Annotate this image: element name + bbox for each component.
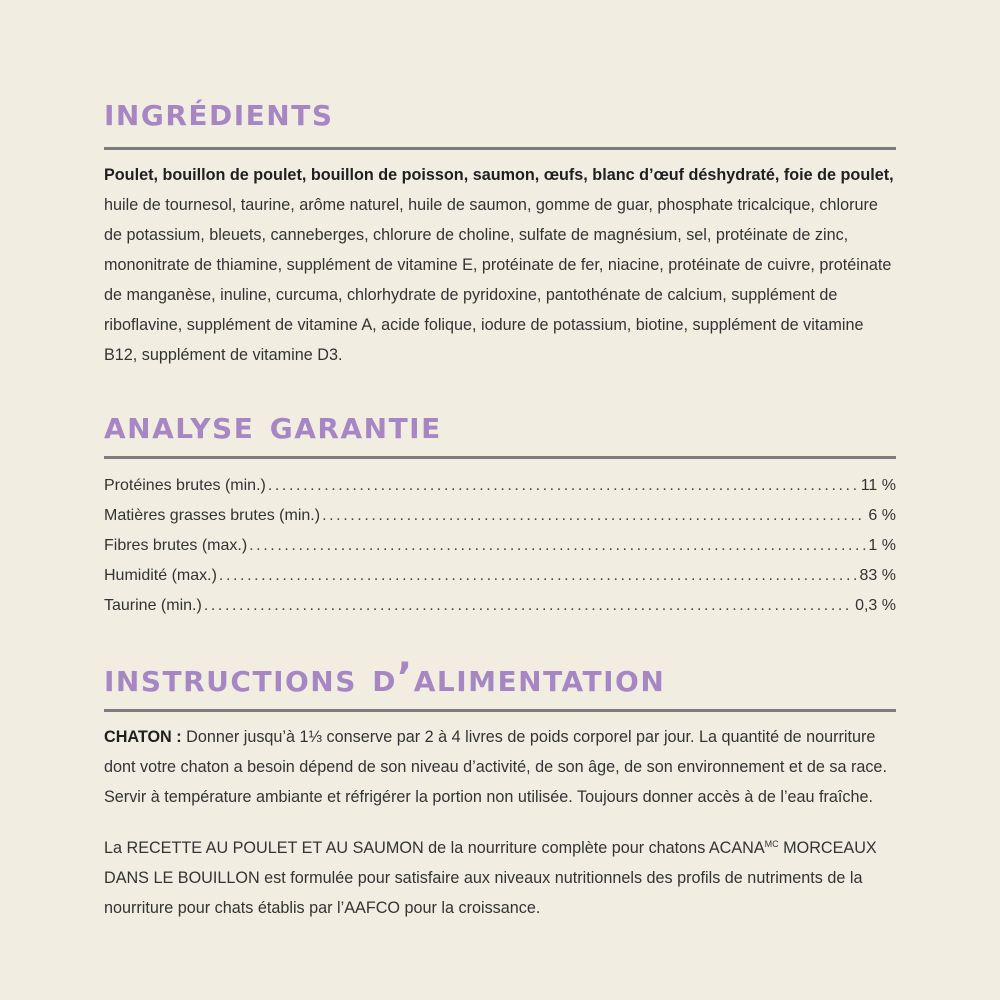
feeding-instructions bbox=[104, 722, 896, 923]
dot-leader bbox=[322, 501, 866, 531]
analysis-label: Taurine (min.) bbox=[104, 597, 202, 614]
kitten-text: Donner jusqu’à 1⅓ conserve par 2 à 4 livres de poids corporel par jour. La quantité de nourriture dont votre chaton a besoin dépend de son niveau d’activité, de son âge, de son environnement et de sa race. Servir à température ambiante et réfrigérer la portion non utilisée. Toujours donner accès à de l’eau fraîche. bbox=[104, 728, 887, 806]
analysis-row-fat bbox=[104, 501, 896, 531]
ingredients-divider bbox=[104, 147, 896, 150]
statement-part1: La RECETTE AU POULET ET AU SAUMON de la nourriture complète pour chatons ACANA bbox=[104, 839, 765, 857]
analysis-label: Protéines brutes (min.) bbox=[104, 477, 266, 494]
analysis-row-protein bbox=[104, 471, 896, 501]
analysis-value: 83 % bbox=[859, 567, 896, 584]
feeding-heading: instructions d’alimentation bbox=[104, 655, 666, 701]
analysis-row-moisture bbox=[104, 561, 896, 591]
analysis-table bbox=[104, 471, 896, 621]
kitten-label: CHATON : bbox=[104, 728, 182, 746]
feeding-divider bbox=[104, 709, 896, 712]
analysis-heading: analyse garantie bbox=[104, 402, 442, 448]
ingredients-list bbox=[104, 160, 896, 370]
analysis-value: 11 % bbox=[860, 477, 896, 494]
dot-leader bbox=[204, 591, 853, 621]
analysis-label: Matières grasses brutes (min.) bbox=[104, 507, 321, 524]
trademark-mark: MC bbox=[764, 839, 779, 849]
analysis-row-taurine bbox=[104, 591, 896, 621]
analysis-label: Fibres brutes (max.) bbox=[104, 537, 248, 554]
analysis-row-fiber bbox=[104, 531, 896, 561]
aafco-statement bbox=[104, 833, 896, 923]
dot-leader bbox=[249, 531, 866, 561]
analysis-divider bbox=[104, 456, 896, 459]
kitten-instructions bbox=[104, 722, 896, 812]
dot-leader bbox=[219, 561, 858, 591]
ingredients-heading: ingrédients bbox=[104, 89, 334, 135]
analysis-value: 6 % bbox=[868, 507, 896, 524]
ingredients-primary: Poulet, bouillon de poulet, bouillon de poisson, saumon, œufs, blanc d’œuf déshydraté, foie de poulet, bbox=[104, 166, 894, 184]
statement-part2: MORCEAUX DANS LE BOUILLON est formulée pour satisfaire aux niveaux nutritionnels des profils de nutriments de la nourriture pour chats établis par l’AAFCO pour la croissance. bbox=[104, 839, 877, 917]
analysis-value: 1 % bbox=[868, 537, 896, 554]
ingredients-secondary: huile de tournesol, taurine, arôme naturel, huile de saumon, gomme de guar, phosphate tricalcique, chlorure de potassium, bleuets, canneberges, chlorure de choline, sulfate de magnésium, sel, protéinate de zinc, mononitrate de thiamine, supplément de vitamine E, protéinate de fer, niacine, protéinate de cuivre, protéinate de manganèse, inuline, curcuma, chlorhydrate de pyridoxine, pantothénate de calcium, supplément de riboflavine, supplément de vitamine A, acide folique, iodure de potassium, biotine, supplément de vitamine B12, supplément de vitamine D3. bbox=[104, 196, 892, 364]
analysis-value: 0,3 % bbox=[855, 597, 896, 614]
dot-leader bbox=[268, 471, 859, 501]
analysis-label: Humidité (max.) bbox=[104, 567, 217, 584]
